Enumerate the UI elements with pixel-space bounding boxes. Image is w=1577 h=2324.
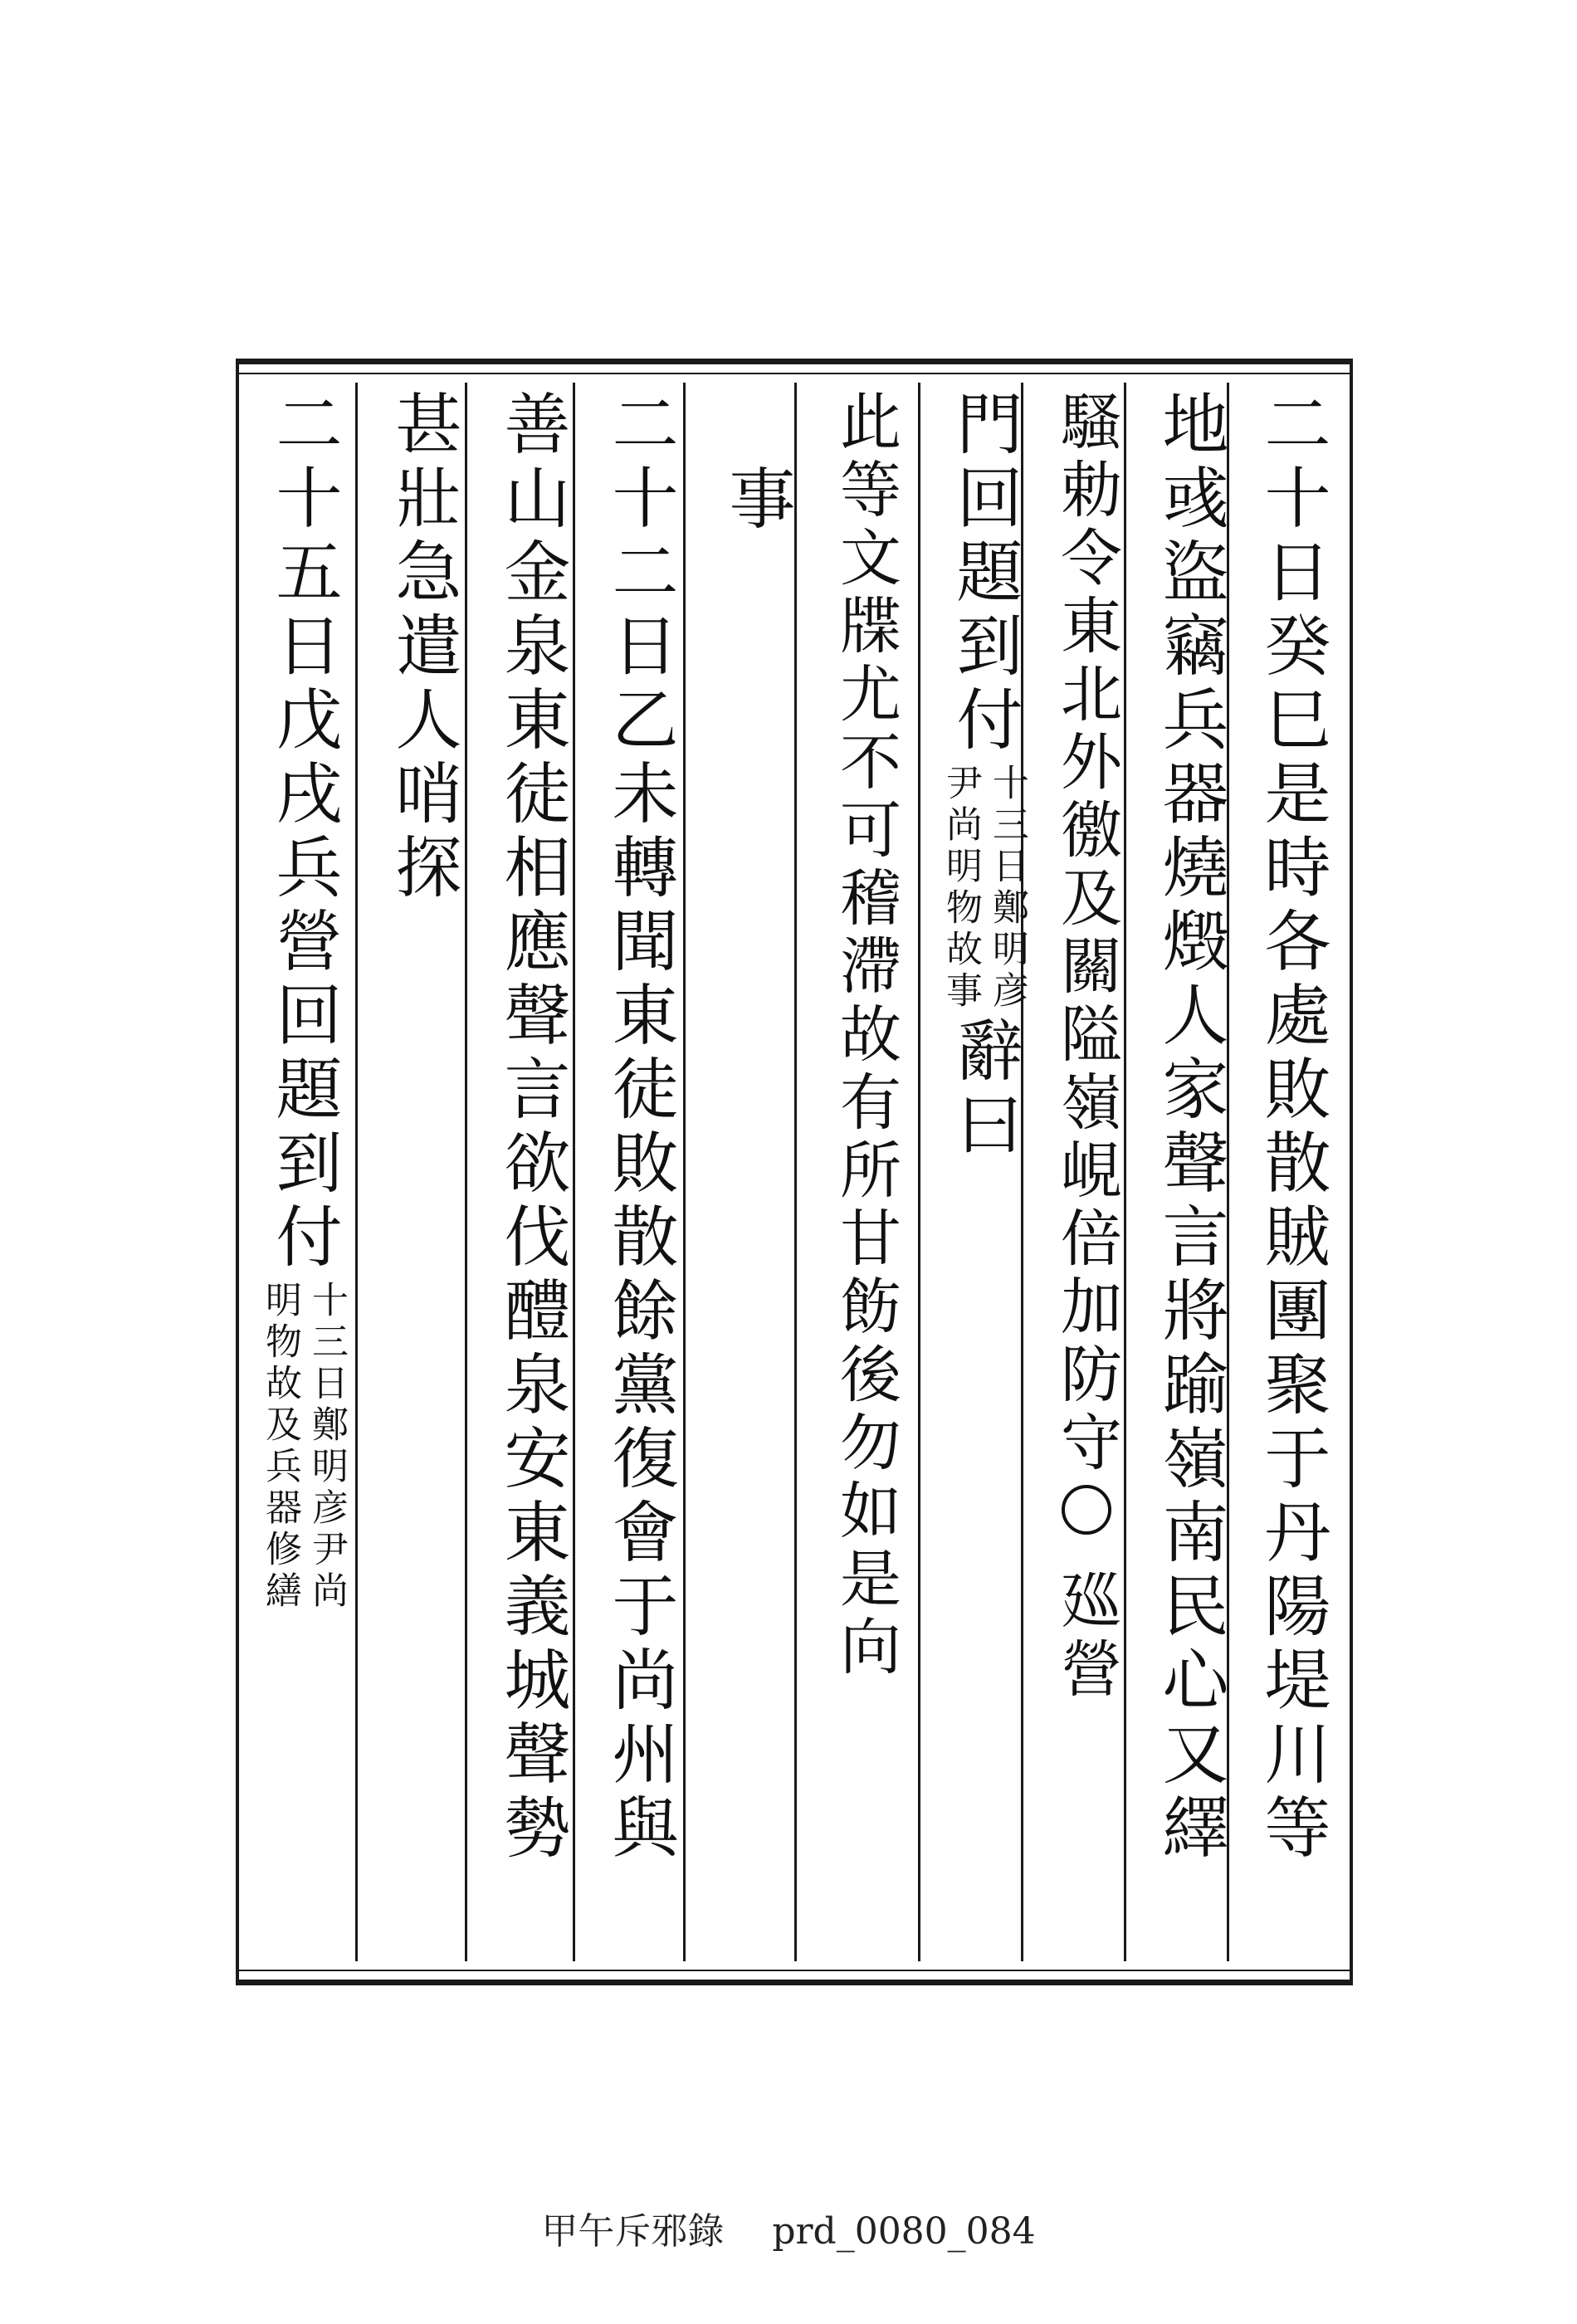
circle-mark-icon xyxy=(1062,1485,1111,1535)
text-column-7 xyxy=(593,389,685,1867)
footer-title: 甲午斥邪錄 xyxy=(541,2210,725,2253)
column-text: 善山金泉東徒相應聲言欲伐醴泉安東義城聲勢 xyxy=(493,389,570,1867)
text-column-1 xyxy=(1246,389,1337,1867)
text-column-8 xyxy=(486,389,577,1867)
column-text: 門回題到付 xyxy=(945,389,1023,759)
frame-top-rule xyxy=(239,373,1350,374)
column-text: 此等文牒尤不可稽滯故有所甘飭後勿如是向 xyxy=(830,389,901,1682)
page-footer xyxy=(0,2201,1577,2254)
column-divider xyxy=(918,383,920,1961)
page-frame xyxy=(236,359,1353,1985)
column-text: 事 xyxy=(718,464,795,538)
column-text: 二十日癸巳是時各處敗散賊團聚于丹陽堤川等 xyxy=(1253,389,1330,1867)
column-after-text: 辭曰 xyxy=(945,1016,1023,1164)
note-left-line: 尹尚明物故事 xyxy=(940,764,982,1013)
column-divider xyxy=(794,383,797,1961)
text-column-2 xyxy=(1144,389,1235,1867)
note-left-line: 明物故及兵器修繕 xyxy=(259,1281,301,1613)
text-column-6 xyxy=(710,464,802,538)
column-divider xyxy=(355,383,358,1961)
column-trail-text: 廵營 xyxy=(1051,1568,1122,1706)
column-text: 二十二日乙未轉聞東徒敗散餘黨復會于尚州與 xyxy=(601,389,678,1867)
interlinear-note xyxy=(940,764,1027,1013)
text-column-5 xyxy=(820,389,911,1682)
text-column-9 xyxy=(377,389,468,906)
column-text: 甚壯急遣人哨探 xyxy=(384,389,461,906)
note-right-line: 十三日鄭明彦 xyxy=(986,764,1028,1013)
text-column-4 xyxy=(938,389,1029,1164)
interlinear-note xyxy=(260,1281,346,1613)
text-column-3 xyxy=(1041,389,1132,1706)
column-text: 二十五日戊戌兵營回題到付 xyxy=(265,389,342,1276)
text-column-10 xyxy=(257,389,349,1613)
note-right-line: 十三日鄭明彦尹尚 xyxy=(305,1281,348,1613)
frame-bottom-rule xyxy=(239,1970,1350,1971)
column-text: 騷勅令東北外徼及關隘嶺峴倍加防守 xyxy=(1051,389,1122,1478)
footer-code: prd_0080_084 xyxy=(772,2210,1036,2253)
column-text: 地彧盜竊兵器燒燬人家聲言將踰嶺南民心又繹 xyxy=(1151,389,1228,1867)
